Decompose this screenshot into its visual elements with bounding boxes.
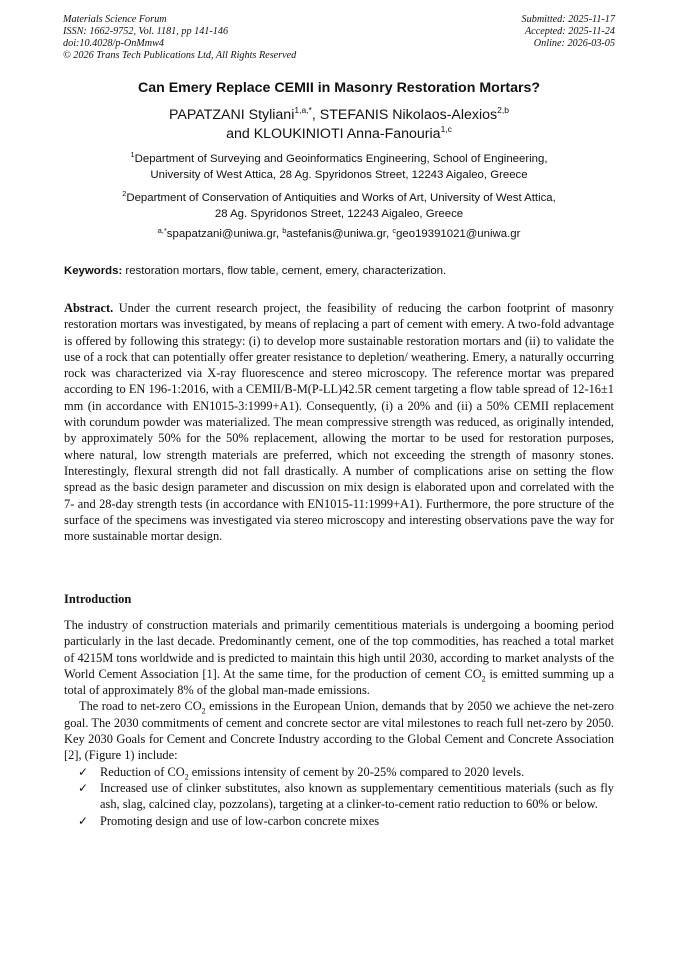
affiliation-1	[0, 151, 678, 183]
paragraph	[64, 698, 614, 763]
author-list	[0, 106, 678, 144]
email-link[interactable]: spapatzani@uniwa.gr,	[166, 228, 283, 240]
submitted-date: Submitted: 2025-11-17	[521, 14, 615, 25]
doi[interactable]: doi:10.4028/p-OnMmw4	[63, 38, 165, 49]
keywords-label: Keywords:	[64, 265, 123, 277]
keywords	[64, 265, 614, 277]
paragraph-text: The industry of construction materials and primarily cementitious materials is undergoing a booming period particularly in the last decade. Predominantly cement, one of the top commodities, has reached a total market of 4215M tons worldwide and is predicted to maintain this high until 2030, according to market analysts of the World Cement Association [1]. At the same time, for the production of cement CO	[64, 618, 614, 681]
email-link[interactable]: astefanis@uniwa.gr,	[286, 228, 393, 240]
paragraph-text: emissions in the European Union, demands that by 2050 we achieve the net-zero goal. The 2030 commitments of cement and concrete sector are vital milestones to reach full net-zero by 2050. Key 2030 Goals for Cement and Concrete Industry according to the Global Cement and Concrete Association [2], (Figure 1) include:	[64, 699, 614, 763]
email-marker: b	[282, 226, 287, 235]
list-item-text: Increased use of clinker substitutes, also known as supplementary cementitious materials (such as fly ash, slag, calcined clay, pozzolans), targeting at a clinker-to-cement ratio reduction to 60% or below.	[100, 780, 614, 812]
affiliation-marker: 2	[122, 189, 127, 198]
email-marker: c	[392, 226, 397, 235]
list-item	[78, 764, 614, 782]
author-line-2	[0, 125, 678, 144]
subscript: 2	[201, 706, 206, 716]
header-left	[63, 14, 296, 62]
accepted-date: Accepted: 2025-11-24	[524, 26, 615, 37]
abstract	[64, 300, 614, 544]
affiliation-marker: 1	[130, 150, 135, 159]
author-affil-marker: 1,c	[440, 124, 452, 134]
author-name: PAPATZANI Styliani	[169, 107, 295, 123]
list-item	[78, 813, 614, 829]
header-right	[522, 14, 615, 50]
affiliation-line: University of West Attica, 28 Ag. Spyridonos Street, 12243 Aigaleo, Greece	[150, 169, 528, 181]
introduction-body	[64, 617, 614, 829]
author-affil-marker: 1,a,*	[294, 105, 312, 115]
paper-title: Can Emery Replace CEMII in Masonry Restoration Mortars?	[137, 80, 541, 96]
list-item-text: emissions intensity of cement by 20-25% compared to 2020 levels.	[188, 764, 525, 779]
author-affil-marker: 2,b	[497, 105, 509, 115]
subscript: 2	[481, 674, 486, 684]
author-line-1	[0, 106, 678, 125]
email-marker: a,*	[157, 226, 167, 235]
check-icon: ✓	[78, 764, 89, 779]
abstract-label: Abstract.	[64, 301, 114, 315]
email-list	[0, 228, 678, 240]
affiliation-line: 28 Ag. Spyridonos Street, 12243 Aigaleo, Greece	[214, 208, 464, 220]
paragraph-text: is emitted summing up a total of approximately 8% of the global man-made emissions.	[64, 666, 614, 698]
online-date: Online: 2026-03-05	[533, 38, 615, 49]
keywords-text: restoration mortars, flow table, cement, emery, characterization.	[122, 265, 447, 277]
affiliation-line	[0, 190, 678, 206]
paragraph-text: The road to net-zero CO	[79, 699, 202, 714]
author-name: STEFANIS Nikolaos-Alexios	[319, 107, 498, 123]
abstract-text: Under the current research project, the feasibility of reducing the carbon footprint of masonry restoration mortars was investigated, by means of replacing a part of cement with emery. A two-fold advantage is offered by following this strategy: (i) to develop more sustainable restoration mortars and (ii) to validate the use of a rock that can potentially offer greater resistance to depletion/ weathering. Emery, a naturally occurring rock was characterized via X-ray fluorescence and stereo microscopy. The reference mortar was prepared according to EN 196-1:2016, with a CEMII/B-M(P-LL)42.5R cement targeting a flow table spread of 12-16±1 mm (in accordance with EN1015-3:1999+A1). Consequently, (i) a 20% and (ii) a 50% CEMII replacement with corundum powder was materialized. The mean compressive strength was reduced, as originally intended, by approximately 50% for the 50% replacement, allowing the mortar to be used for restoration purposes, where natural, low strength materials are preferred, which not exceeding the strength of masonry stones. Interestingly, flexural strength did not fall drastically. A number of complications arise on setting the flow spread as the basic design parameter and discussion on mix design is elaborated upon and correlated with the 7- and 28-day strength tests (in accordance with EN1015-11:1999+A1). Furthermore, the pore structure of the surface of the specimens was investigated via stereo microscopy and interesting observations pave the way for more sustainable mortar design.	[64, 301, 614, 544]
affiliation-text: Department of Surveying and Geoinformatics Engineering, School of Engineering,	[134, 153, 548, 165]
paragraph	[64, 617, 614, 698]
goals-list	[64, 764, 614, 829]
affiliation-line	[0, 151, 678, 167]
author-separator: ,	[311, 107, 320, 123]
section-heading-introduction: Introduction	[64, 592, 132, 606]
affiliation-2	[0, 190, 678, 222]
list-item	[78, 780, 614, 813]
author-conjunction: and	[226, 126, 254, 142]
subscript: 2	[184, 772, 189, 782]
check-icon: ✓	[78, 780, 89, 795]
copyright: © 2026 Trans Tech Publications Ltd, All Rights Reserved	[63, 50, 297, 61]
affiliation-text: Department of Conservation of Antiquities and Works of Art, University of West Attica,	[126, 192, 556, 204]
list-item-text: Promoting design and use of low-carbon concrete mixes	[100, 813, 380, 828]
list-item-text: Reduction of CO	[100, 764, 185, 779]
author-name: KLOUKINIOTI Anna-Fanouria	[253, 126, 441, 142]
check-icon: ✓	[78, 813, 89, 828]
email-link[interactable]: geo19391021@uniwa.gr	[396, 228, 521, 240]
issn-volume: ISSN: 1662-9752, Vol. 1181, pp 141-146	[63, 26, 229, 37]
journal-name: Materials Science Forum	[63, 14, 167, 25]
